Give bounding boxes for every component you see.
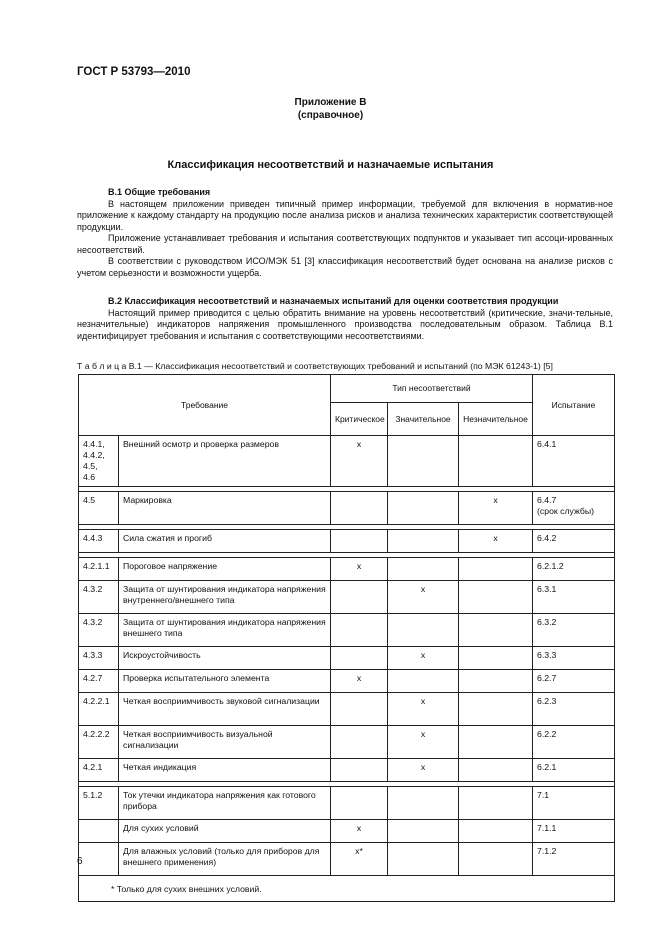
- appendix-subtitle: (справочное): [297, 110, 364, 121]
- cell-requirement: Внешний осмотр и проверка размеров: [119, 436, 331, 487]
- cell-critical: x: [331, 670, 388, 693]
- page-number: 6: [77, 856, 83, 867]
- cell-clause: 4.4.3: [79, 530, 119, 553]
- cell-test: 6.2.7: [533, 670, 615, 693]
- table-row: [79, 530, 615, 553]
- cell-requirement: Искроустойчивость: [119, 647, 331, 670]
- cell-minor: [459, 558, 533, 581]
- cell-critical: x: [331, 558, 388, 581]
- cell-minor: x: [459, 530, 533, 553]
- cell-critical: [331, 492, 388, 525]
- cell-significant: [388, 530, 459, 553]
- cell-critical: x: [331, 820, 388, 843]
- cell-significant: x: [388, 647, 459, 670]
- header-significant: Значительное: [388, 403, 459, 436]
- cell-minor: x: [459, 492, 533, 525]
- cell-test: 6.2.1: [533, 759, 615, 782]
- cell-minor: [459, 436, 533, 487]
- cell-clause: [79, 820, 119, 843]
- cell-minor: [459, 843, 533, 876]
- table-row: [79, 558, 615, 581]
- cell-minor: [459, 647, 533, 670]
- cell-significant: [388, 614, 459, 647]
- cell-test: 6.2.1.2: [533, 558, 615, 581]
- cell-clause: 4.2.1: [79, 759, 119, 782]
- cell-significant: [388, 670, 459, 693]
- appendix-title: [0, 96, 661, 122]
- table-row: [79, 492, 615, 525]
- header-test: Испытание: [533, 375, 615, 436]
- cell-clause: 4.4.1, 4.4.2, 4.5, 4.6: [79, 436, 119, 487]
- table-footnote: * Только для сухих внешних условий.: [79, 876, 615, 902]
- section-classification: [77, 296, 613, 342]
- cell-minor: [459, 581, 533, 614]
- cell-requirement: Пороговое напряжение: [119, 558, 331, 581]
- cell-test: 7.1.2: [533, 843, 615, 876]
- cell-requirement: Четкая восприимчивость визуальной сигнализации: [119, 726, 331, 759]
- cell-test: 6.2.3: [533, 693, 615, 726]
- cell-critical: [331, 647, 388, 670]
- cell-clause: 4.3.2: [79, 614, 119, 647]
- table-row: [79, 759, 615, 782]
- cell-requirement: Ток утечки индикатора напряжения как готового прибора: [119, 787, 331, 820]
- cell-test: 6.3.2: [533, 614, 615, 647]
- section-heading: В.1 Общие требования: [108, 187, 211, 197]
- header-type: Тип несоответствий: [331, 375, 533, 403]
- cell-significant: [388, 820, 459, 843]
- cell-minor: [459, 759, 533, 782]
- cell-minor: [459, 693, 533, 726]
- cell-test: 7.1: [533, 787, 615, 820]
- cell-test: 6.3.1: [533, 581, 615, 614]
- table-caption: Т а б л и ц а В.1 — Классификация несоответствий и соответствующих требований и испытаний (по МЭК 61243-1) [5]: [77, 361, 553, 371]
- cell-test: 6.4.2: [533, 530, 615, 553]
- main-heading: Классификация несоответствий и назначаемые испытания: [167, 159, 494, 171]
- cell-clause: 4.5: [79, 492, 119, 525]
- cell-test: 6.3.3: [533, 647, 615, 670]
- table-row: [79, 693, 615, 726]
- table-row: [79, 726, 615, 759]
- table-row: [79, 670, 615, 693]
- table-row: [79, 647, 615, 670]
- classification-table: [78, 374, 615, 902]
- cell-minor: [459, 726, 533, 759]
- cell-significant: [388, 843, 459, 876]
- paragraph: В соответствии с руководством ИСО/МЭК 51 [3] классификация несоответствий будет основана на анализе рисков с учетом серьезности и возможности ущерба.: [77, 256, 613, 278]
- cell-critical: x*: [331, 843, 388, 876]
- cell-clause: 5.1.2: [79, 787, 119, 820]
- cell-test: 7.1.1: [533, 820, 615, 843]
- cell-minor: [459, 820, 533, 843]
- cell-requirement: Четкая индикация: [119, 759, 331, 782]
- cell-significant: [388, 492, 459, 525]
- cell-requirement: Для влажных условий (только для приборов для внешнего применения): [119, 843, 331, 876]
- document-header: ГОСТ Р 53793—2010: [77, 66, 191, 78]
- cell-test: 6.4.1: [533, 436, 615, 487]
- cell-clause: 4.2.2.2: [79, 726, 119, 759]
- section-general: [77, 187, 613, 279]
- cell-significant: x: [388, 726, 459, 759]
- table-row: [79, 614, 615, 647]
- cell-clause: [79, 843, 119, 876]
- cell-clause: 4.2.2.1: [79, 693, 119, 726]
- cell-clause: 4.2.7: [79, 670, 119, 693]
- cell-critical: [331, 726, 388, 759]
- cell-clause: 4.3.3: [79, 647, 119, 670]
- table-row: [79, 436, 615, 487]
- paragraph: В настоящем приложении приведен типичный пример информации, требуемой для включения в норматив-ное приложение к каждому стандарту на продукцию после анализа рисков и анализа технических характеристик соответствующей продукции.: [77, 198, 613, 232]
- table-row: [79, 820, 615, 843]
- cell-significant: [388, 436, 459, 487]
- header-minor: Незначительное: [459, 403, 533, 436]
- table-row: [79, 787, 615, 820]
- cell-requirement: Для сухих условий: [119, 820, 331, 843]
- appendix-label: Приложение В: [294, 97, 367, 108]
- cell-minor: [459, 670, 533, 693]
- cell-significant: x: [388, 581, 459, 614]
- cell-critical: x: [331, 436, 388, 487]
- cell-test: 6.4.7 (срок службы): [533, 492, 615, 525]
- cell-minor: [459, 787, 533, 820]
- cell-significant: x: [388, 759, 459, 782]
- cell-critical: [331, 530, 388, 553]
- cell-clause: 4.2.1.1: [79, 558, 119, 581]
- cell-requirement: Сила сжатия и прогиб: [119, 530, 331, 553]
- paragraph: Настоящий пример приводится с целью обратить внимание на уровень несоответствий (критические, значи-тельные, незначительные) индикаторов напряжения промышленного производства последовательным образом. Таблица В.1 идентифицирует требования и испытания с соответствующими несоответствиями.: [77, 307, 613, 341]
- footnote-row: [79, 876, 615, 902]
- cell-significant: [388, 558, 459, 581]
- cell-requirement: Четкая восприимчивость звуковой сигнализации: [119, 693, 331, 726]
- cell-requirement: Защита от шунтирования индикатора напряжения внутреннего/внешнего типа: [119, 581, 331, 614]
- cell-requirement: Защита от шунтирования индикатора напряжения внешнего типа: [119, 614, 331, 647]
- cell-requirement: Маркировка: [119, 492, 331, 525]
- cell-requirement: Проверка испытательного элемента: [119, 670, 331, 693]
- cell-significant: x: [388, 693, 459, 726]
- cell-significant: [388, 787, 459, 820]
- cell-critical: [331, 614, 388, 647]
- table-row: [79, 581, 615, 614]
- cell-critical: [331, 787, 388, 820]
- cell-clause: 4.3.2: [79, 581, 119, 614]
- header-requirement: Требование: [79, 375, 331, 436]
- header-critical: Критическое: [331, 403, 388, 436]
- paragraph: Приложение устанавливает требования и испытания соответствующих подпунктов и указывает тип ассоци-ированных несоответствий.: [77, 233, 613, 255]
- table-row: [79, 843, 615, 876]
- cell-test: 6.2.2: [533, 726, 615, 759]
- cell-critical: [331, 759, 388, 782]
- cell-critical: [331, 581, 388, 614]
- cell-critical: [331, 693, 388, 726]
- cell-minor: [459, 614, 533, 647]
- section-heading: В.2 Классификация несоответствий и назначаемых испытаний для оценки соответствия продукции: [108, 296, 559, 306]
